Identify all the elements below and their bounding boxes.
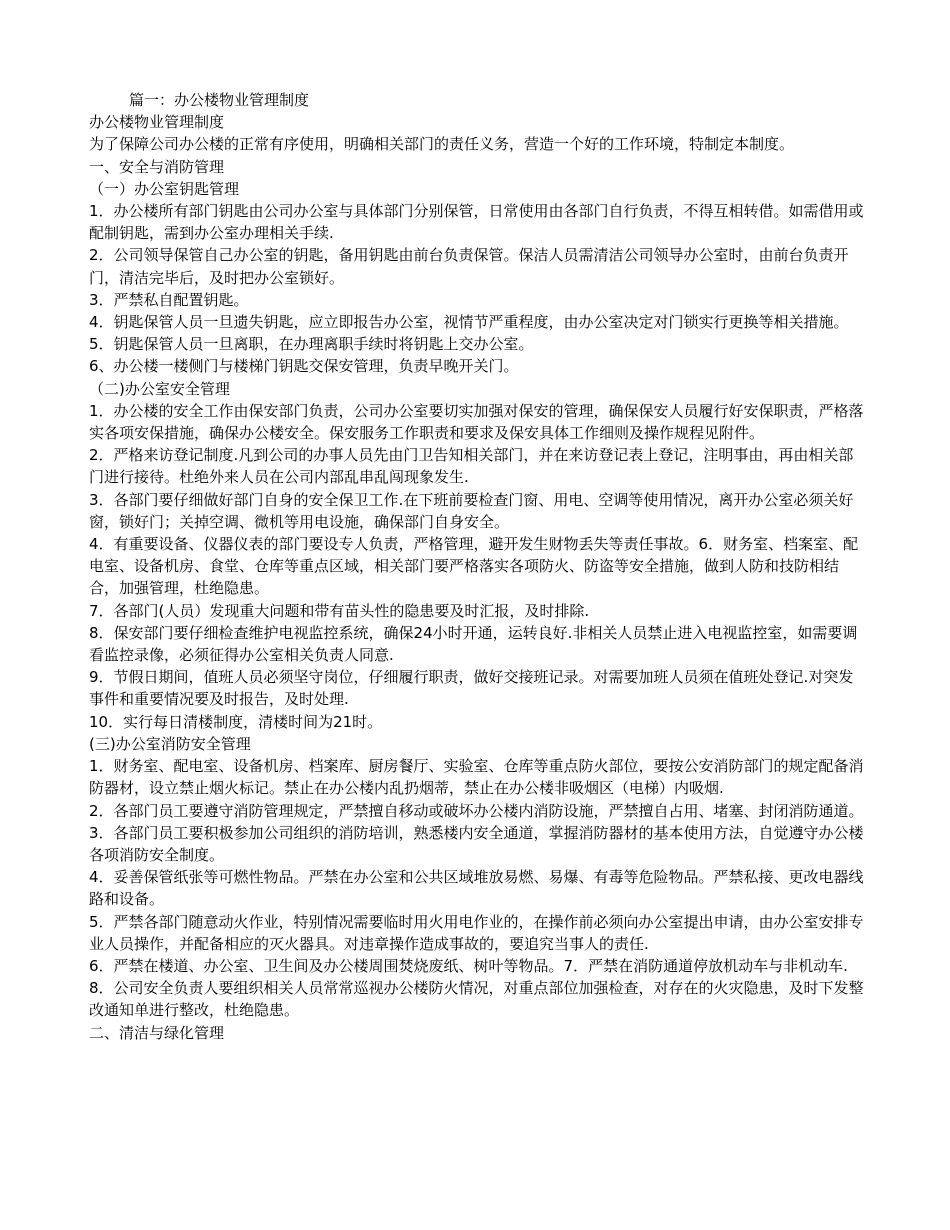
document-body [89,89,867,1044]
paragraph: 3．各部门要仔细做好部门自身的安全保卫工作.在下班前要检查门窗、用电、空调等使用情况，离开办公室必须关好窗，锁好门；关掉空调、微机等用电设施，确保部门自身安全。 [89,490,854,531]
paragraph: 4．有重要设备、仪器仪表的部门要设专人负责，严格管理，避开发生财物丢失等责任事故。6．财务室、档案室、配电室、设备机房、食堂、仓库等重点区域，相关部门要严格落实各项防火、防盗等安全措施，做到人防和技防相结合，加强管理，杜绝隐患。 [89,535,859,598]
subsection-heading: （二)办公室安全管理 [89,379,230,398]
paragraph: 6．严禁在楼道、办公室、卫生间及办公楼周围焚烧废纸、树叶等物品。7．严禁在消防通道停放机动车与非机动车. [89,956,848,975]
paragraph: 2．严格来访登记制度.凡到公司的办事人员先由门卫告知相关部门，并在来访登记表上登记，注明事由，再由相关部门进行接待。杜绝外来人员在公司内部乱串乱闯现象发生. [89,446,854,487]
document-title: 篇一：办公楼物业管理制度 [129,91,310,109]
section-heading: 一、安全与消防管理 [89,157,225,176]
paragraph: 8．保安部门要仔细检查维护电视监控系统，确保24小时开通，运转良好.非相关人员禁止进入电视监控室，如需要调看监控录像，必须征得办公室相关负责人同意. [89,623,858,665]
paragraph: 3．各部门员工要积极参加公司组织的消防培训，熟悉楼内安全通道，掌握消防器材的基本使用方法，自觉遵守办公楼各项消防安全制度。 [89,823,864,864]
paragraph: 5．严禁各部门随意动火作业，特别情况需要临时用火用电作业的，在操作前必须向办公室提出申请，由办公室安排专业人员操作，并配备相应的灭火器具。对违章操作造成事故的，要追究当事人的责任. [89,912,864,953]
paragraph: 办公楼物业管理制度 [89,113,225,132]
paragraph: 6、办公楼一楼侧门与楼梯门钥匙交保安管理，负责早晚开关门。 [89,357,519,376]
paragraph: 7．各部门(人员）发现重大问题和带有苗头性的隐患要及时汇报，及时排除. [89,601,590,620]
paragraph: 9．节假日期间，值班人员必须坚守岗位，仔细履行职责，做好交接班记录。对需要加班人员须在值班处登记.对突发事件和重要情况要及时报告，及时处理. [89,668,854,709]
paragraph: 10．实行每日清楼制度，清楼时间为21时。 [89,712,383,731]
paragraph: 为了保障公司办公楼的正常有序使用，明确相关部门的责任义务，营造一个好的工作环境，特制定本制度。 [89,135,795,154]
paragraph: 4．钥匙保管人员一旦遗失钥匙，应立即报告办公室，视情节严重程度，由办公室决定对门锁实行更换等相关措施。 [89,313,849,332]
paragraph: 4．妥善保管纸张等可燃性物品。严禁在办公室和公共区域堆放易燃、易爆、有毒等危险物品。严禁私接、更改电器线路和设备。 [89,868,864,909]
paragraph: 1．财务室、配电室、设备机房、档案库、厨房餐厅、实验室、仓库等重点防火部位，要按公安消防部门的规定配备消防器材，设立禁止烟火标记。禁止在办公楼内乱扔烟蒂，禁止在办公楼非吸烟区（电梯）内吸烟. [89,757,864,798]
paragraph: 8．公司安全负责人要组织相关人员常常巡视办公楼防火情况，对重点部位加强检查，对存在的火灾隐患，及时下发整改通知单进行整改，杜绝隐患。 [89,979,864,1020]
section-heading: 二、清洁与绿化管理 [89,1023,225,1042]
paragraph: 2．公司领导保管自己办公室的钥匙，备用钥匙由前台负责保管。保洁人员需清洁公司领导办公室时，由前台负责开门，清洁完毕后，及时把办公室锁好。 [89,246,849,287]
paragraph: 5．钥匙保管人员一旦离职，在办理离职手续时将钥匙上交办公室。 [89,335,534,354]
paragraph: 2．各部门员工要遵守消防管理规定，严禁擅自移动或破坏办公楼内消防设施，严禁擅自占用、堵塞、封闭消防通道。 [89,801,864,820]
paragraph: 1．办公楼的安全工作由保安部门负责，公司办公室要切实加强对保安的管理，确保保安人员履行好安保职责，严格落实各项安保措施，确保办公楼安全。保安服务工作职责和要求及保安具体工作细则及操作规程见附件。 [89,401,864,443]
subsection-heading: （一）办公室钥匙管理 [89,179,240,198]
subsection-heading: (三)办公室消防安全管理 [89,734,251,753]
paragraph: 3．严禁私自配置钥匙。 [89,290,249,309]
paragraph: 1．办公楼所有部门钥匙由公司办公室与具体部门分别保管，日常使用由各部门自行负责，不得互相转借。如需借用或配制钥匙，需到办公室办理相关手续. [89,202,864,243]
